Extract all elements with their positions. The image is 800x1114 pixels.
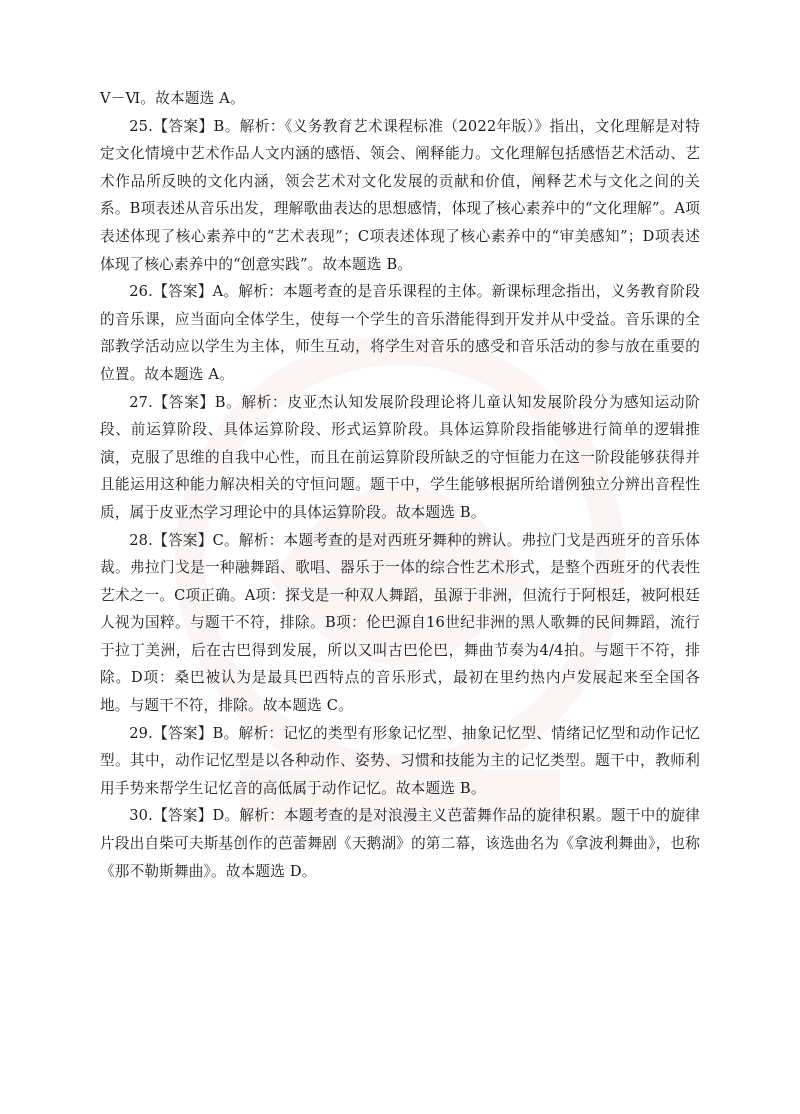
answer-28: 28.【答案】C。解析：本题考查的是对西班牙舞种的辨认。弗拉门戈是西班牙的音乐体裁。弗拉门戈是一种融舞蹈、歌唱、器乐于一体的综合性艺术形式，是整个西班牙的代表性艺术之一。C项正确。A项：探戈是一种双人舞蹈，虽源于非洲，但流行于阿根廷，被阿根廷人视为国粹。与题干不符，排除。B项：伦巴源自16世纪非洲的黑人歌舞的民间舞蹈，流行于拉丁美洲，后在古巴得到发展，所以又叫古巴伦巴，舞曲节奏为4/4拍。与题干不符，排除。D项：桑巴被认为是最具巴西特点的音乐形式，最初在里约热内卢发展起来至全国各地。与题干不符，排除。故本题选 C。: [100, 531, 700, 715]
document-body: [100, 85, 700, 885]
paragraph-continuation: Ⅴ－Ⅵ。故本题选 A。: [100, 90, 245, 107]
answer-25: 25.【答案】B。解析：《义务教育艺术课程标准（2022年版）》指出，文化理解是对特定文化情境中艺术作品人文内涵的感悟、领会、阐释能力。文化理解包括感悟艺术活动、艺术作品所反映的文化内涵，领会艺术对文化发展的贡献和价值，阐释艺术与文化之间的关系。B项表述从音乐出发，理解歌曲表达的思想感情，体现了核心素养中的“文化理解”。A项表述体现了核心素养中的“艺术表现”；C项表述体现了核心素养中的“审美感知”；D项表述体现了核心素养中的“创意实践”。故本题选 B。: [100, 117, 700, 273]
answer-27: 27.【答案】B。解析：皮亚杰认知发展阶段理论将儿童认知发展阶段分为感知运动阶段、前运算阶段、具体运算阶段、形式运算阶段。具体运算阶段指能够进行简单的逻辑推演，克服了思维的自我中心性，而且在前运算阶段所缺乏的守恒能力在这一阶段能够获得并且能运用这种能力解决相关的守恒问题。题干中，学生能够根据所给谱例独立分辨出音程性质，属于皮亚杰学习理论中的具体运算阶段。故本题选 B。: [100, 393, 700, 521]
answer-30: 30.【答案】D。解析：本题考查的是对浪漫主义芭蕾舞作品的旋律积累。题干中的旋律片段出自柴可夫斯基创作的芭蕾舞剧《天鹅湖》的第二幕，该选曲名为《拿波利舞曲》，也称《那不勒斯舞曲》。故本题选 D。: [100, 807, 700, 880]
answer-29: 29.【答案】B。解析：记忆的类型有形象记忆型、抽象记忆型、情绪记忆型和动作记忆型。其中，动作记忆型是以各种动作、姿势、习惯和技能为主的记忆类型。题干中，教师利用手势来帮学生记忆音的高低属于动作记忆。故本题选 B。: [100, 724, 700, 797]
answer-26: 26.【答案】A。解析：本题考查的是音乐课程的主体。新课标理念指出，义务教育阶段的音乐课，应当面向全体学生，使每一个学生的音乐潜能得到开发并从中受益。音乐课的全部教学活动应以学生为主体，师生互动，将学生对音乐的感受和音乐活动的参与放在重要的位置。故本题选 A。: [100, 283, 700, 383]
